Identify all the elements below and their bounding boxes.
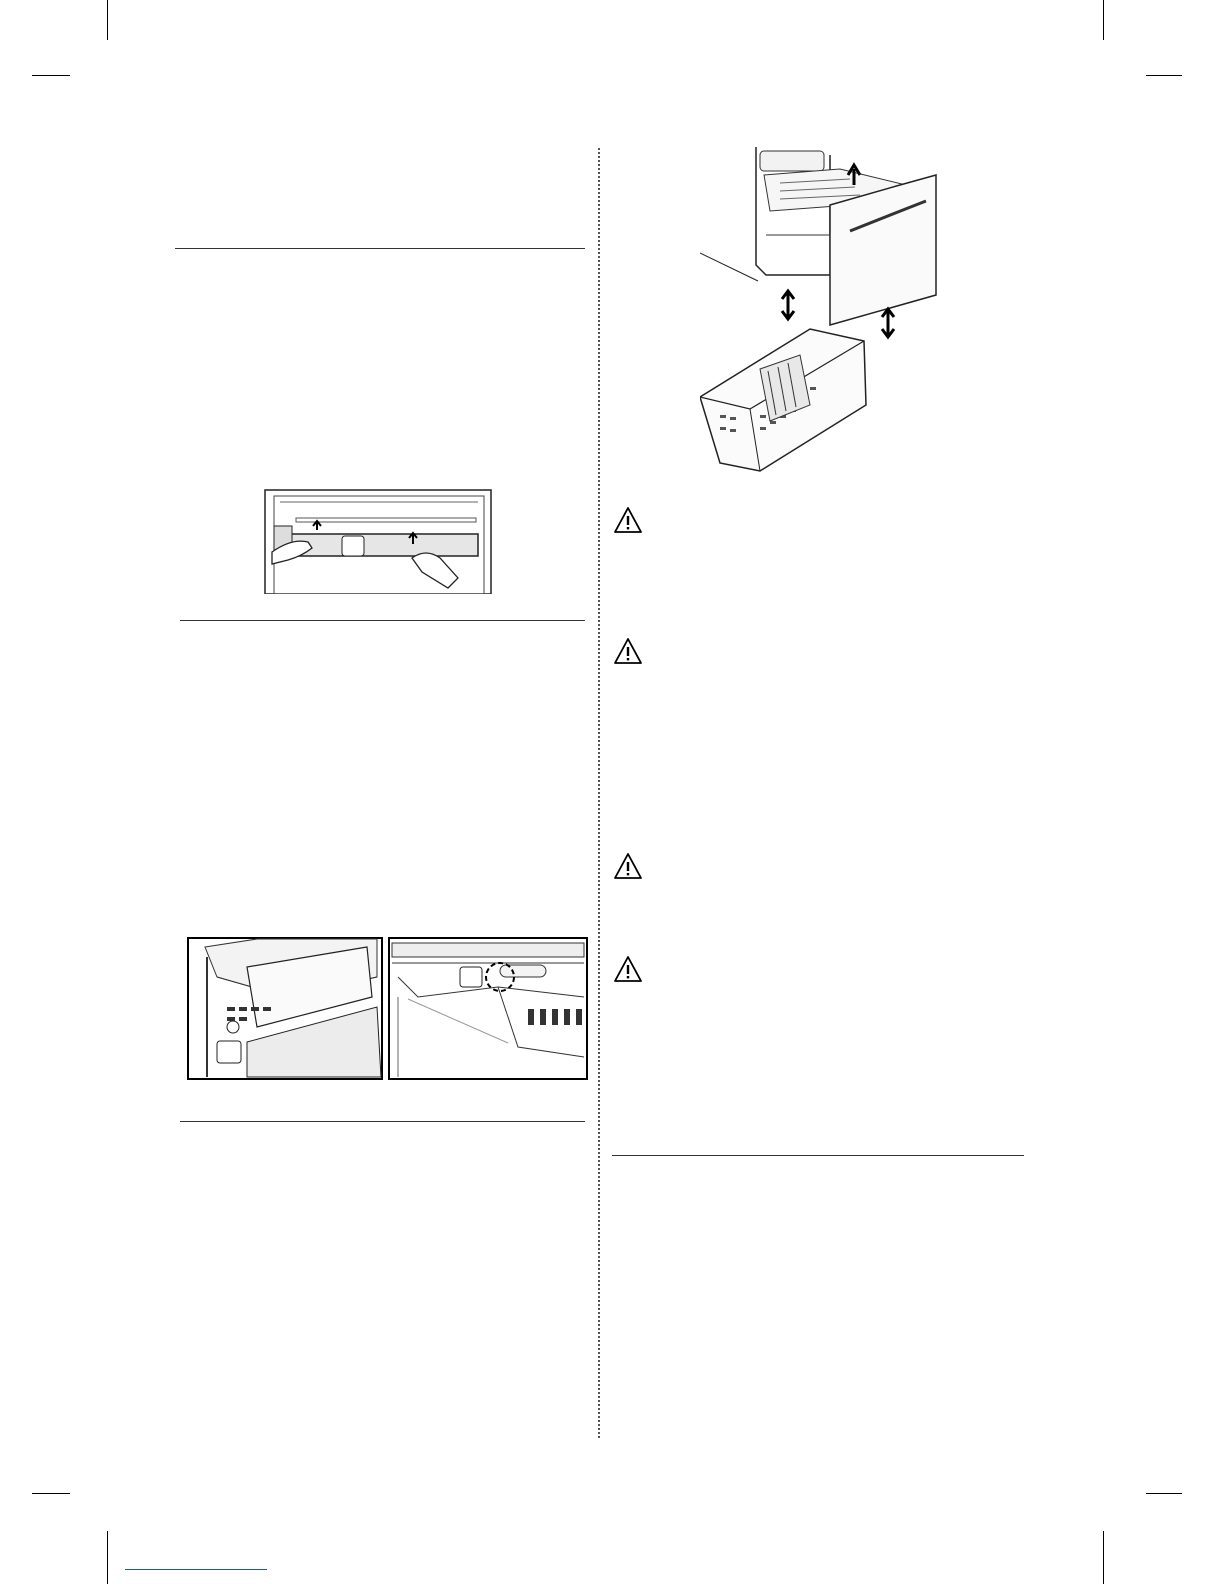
- crop-mark-top-right-horizontal: [1146, 75, 1182, 76]
- crop-mark-top-left-horizontal: [32, 75, 70, 76]
- warning-triangle-icon: [613, 506, 643, 534]
- crop-mark-bottom-left-vertical: [107, 1531, 108, 1584]
- column-separator: [598, 148, 600, 1438]
- basket-removal-illustration: [700, 145, 940, 475]
- crop-mark-top-left-vertical: [107, 0, 108, 40]
- right-bottom-divider: [612, 1155, 1024, 1156]
- crop-mark-bottom-left-horizontal: [32, 1493, 70, 1494]
- drawer-rail-closeup-right: [388, 937, 588, 1080]
- crop-mark-bottom-right-vertical: [1103, 1531, 1104, 1584]
- warning-triangle-icon: [613, 955, 643, 983]
- shelf-removal-illustration: [262, 488, 494, 594]
- crop-mark-top-right-vertical: [1103, 0, 1104, 40]
- left-bottom-divider: [180, 1121, 585, 1122]
- crop-mark-bottom-right-horizontal: [1146, 1493, 1182, 1494]
- footer-link-underline[interactable]: [125, 1568, 267, 1570]
- left-top-divider: [175, 248, 585, 249]
- warning-triangle-icon: [613, 637, 643, 665]
- warning-triangle-icon: [613, 852, 643, 880]
- left-middle-divider: [180, 620, 585, 621]
- drawer-rail-closeup-left: [187, 937, 383, 1080]
